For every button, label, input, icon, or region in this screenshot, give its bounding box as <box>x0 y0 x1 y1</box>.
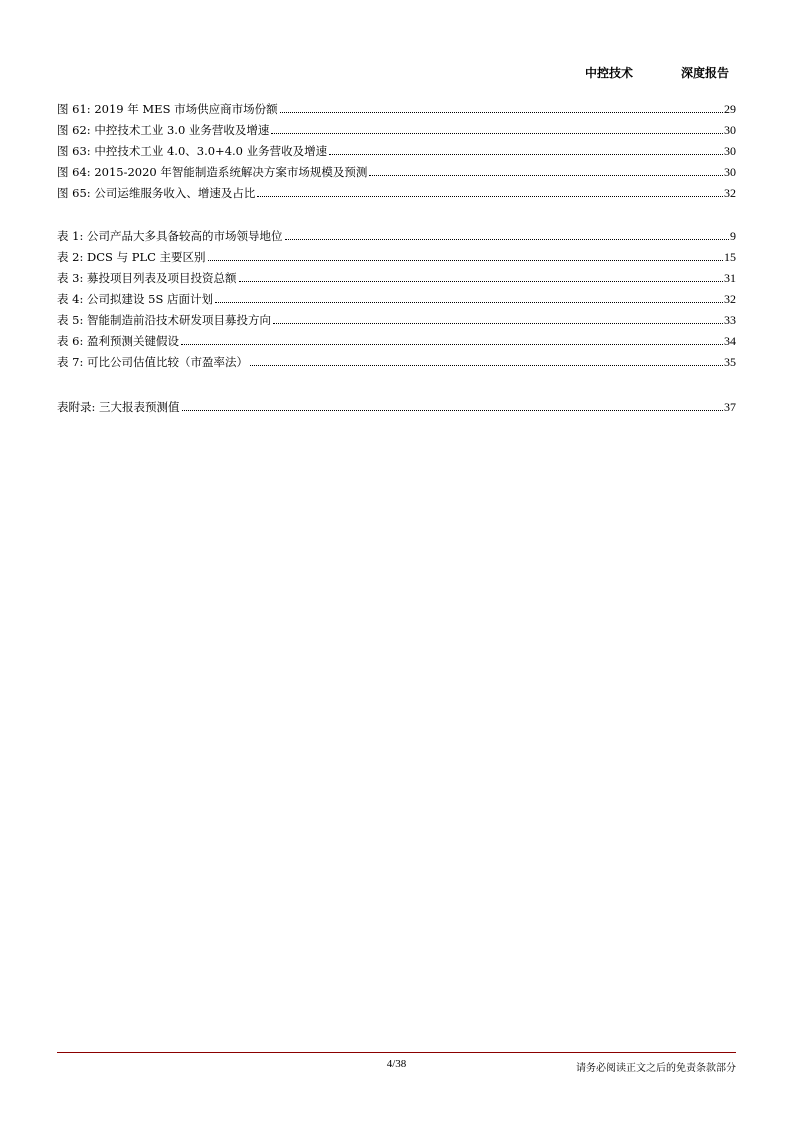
toc-label: 图 62: <box>57 123 91 137</box>
toc-entry-appendix[interactable] <box>57 393 736 414</box>
leader-dots <box>182 410 723 411</box>
toc-page-number: 15 <box>724 250 736 264</box>
toc-label: 图 65: <box>57 186 91 200</box>
toc-label: 表附录: <box>57 400 96 414</box>
toc-page-number: 30 <box>724 165 736 179</box>
report-type: 深度报告 <box>681 66 730 80</box>
toc-page-number: 37 <box>724 400 736 414</box>
toc-entry-figure-61[interactable] <box>57 95 736 116</box>
leader-dots <box>329 154 723 155</box>
leader-dots <box>208 260 723 261</box>
toc-title: 公司拟建设 5S 店面计划 <box>87 292 214 306</box>
toc-page-number: 32 <box>724 186 736 200</box>
toc-page-number: 31 <box>724 271 736 285</box>
disclaimer-text: 请务必阅读正文之后的免责条款部分 <box>576 1063 736 1074</box>
toc-entry-figure-65[interactable] <box>57 179 736 200</box>
leader-dots <box>250 365 723 366</box>
toc-title: DCS 与 PLC 主要区别 <box>87 250 206 264</box>
toc-title: 中控技术工业 4.0、3.0+4.0 业务营收及增速 <box>94 144 328 158</box>
page-header <box>0 64 793 84</box>
toc-entry-table-5[interactable] <box>57 306 736 327</box>
toc-page-number: 35 <box>724 355 736 369</box>
leader-dots <box>280 112 723 113</box>
toc-label: 表 4: <box>57 292 84 306</box>
toc-label: 表 3: <box>57 271 84 285</box>
leader-dots <box>181 344 723 345</box>
toc-entry-figure-64[interactable] <box>57 158 736 179</box>
toc-title: 募投项目列表及项目投资总额 <box>87 271 237 285</box>
toc-title: 三大报表预测值 <box>99 400 180 414</box>
toc-entry-figure-62[interactable] <box>57 116 736 137</box>
toc-page-number: 34 <box>724 334 736 348</box>
toc-label: 表 6: <box>57 334 84 348</box>
footer-divider <box>57 1052 736 1053</box>
leader-dots <box>285 239 729 240</box>
table-list <box>57 222 736 369</box>
toc-label: 表 1: <box>57 229 84 243</box>
toc-entry-table-1[interactable] <box>57 222 736 243</box>
toc-title: 智能制造前沿技术研发项目募投方向 <box>87 313 272 327</box>
leader-dots <box>271 133 723 134</box>
page-number: 4/38 <box>386 1058 407 1070</box>
leader-dots <box>369 175 723 176</box>
toc-entry-table-7[interactable] <box>57 348 736 369</box>
toc-page-number: 29 <box>724 102 736 116</box>
toc-label: 图 61: <box>57 102 91 116</box>
leader-dots <box>273 323 723 324</box>
toc-entry-figure-63[interactable] <box>57 137 736 158</box>
leader-dots <box>257 196 723 197</box>
leader-dots <box>215 302 723 303</box>
toc-title: 公司产品大多具备较高的市场领导地位 <box>87 229 283 243</box>
toc-title: 2015-2020 年智能制造系统解决方案市场规模及预测 <box>94 165 368 179</box>
toc-page-number: 9 <box>730 229 736 243</box>
toc-page-number: 30 <box>724 123 736 137</box>
toc-label: 图 63: <box>57 144 91 158</box>
toc-page-number: 32 <box>724 292 736 306</box>
leader-dots <box>239 281 723 282</box>
toc-entry-table-2[interactable] <box>57 243 736 264</box>
toc-label: 表 2: <box>57 250 84 264</box>
toc-title: 可比公司估值比较（市盈率法） <box>87 355 249 369</box>
toc-title: 公司运维服务收入、增速及占比 <box>94 186 256 200</box>
company-name: 中控技术 <box>585 66 634 80</box>
toc-title: 中控技术工业 3.0 业务营收及增速 <box>94 123 270 137</box>
toc-label: 图 64: <box>57 165 91 179</box>
toc-entry-table-4[interactable] <box>57 285 736 306</box>
toc-label: 表 5: <box>57 313 84 327</box>
appendix-list <box>57 393 736 414</box>
toc-label: 表 7: <box>57 355 84 369</box>
toc-title: 盈利预测关键假设 <box>87 334 180 348</box>
toc-title: 2019 年 MES 市场供应商市场份额 <box>94 102 278 116</box>
toc-page-number: 30 <box>724 144 736 158</box>
toc-entry-table-6[interactable] <box>57 327 736 348</box>
toc-page-number: 33 <box>724 313 736 327</box>
toc-entry-table-3[interactable] <box>57 264 736 285</box>
figure-list <box>57 95 736 200</box>
